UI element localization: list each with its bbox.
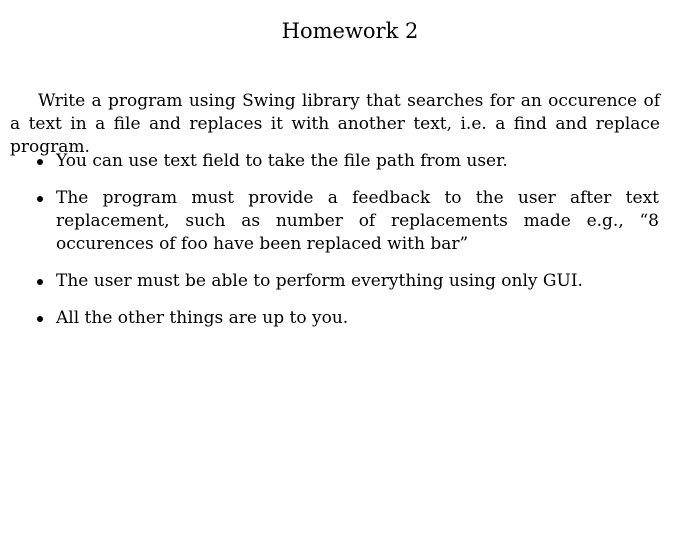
intro-paragraph: Write a program using Swing library that searches for an occurence of a text in a file and replaces it with another text, i.e. a find and replace program. bbox=[10, 91, 660, 157]
list-item-text: The user must be able to perform everything using only GUI. bbox=[56, 271, 583, 291]
requirements-list bbox=[0, 150, 700, 344]
bullet-icon bbox=[37, 159, 43, 165]
bullet-icon bbox=[37, 196, 43, 202]
list-item bbox=[0, 187, 659, 256]
list-item-text: You can use text field to take the file path from user. bbox=[56, 151, 508, 171]
list-item bbox=[0, 307, 659, 330]
list-item-text: All the other things are up to you. bbox=[56, 308, 349, 328]
list-item bbox=[0, 150, 659, 173]
list-item-text: The program must provide a feedback to the user after text replacement, such as number of replacements made e.g., “8 occurences of foo have been replaced with bar” bbox=[56, 188, 659, 254]
list-item bbox=[0, 270, 659, 293]
page-title: Homework 2 bbox=[281, 19, 419, 43]
bullet-icon bbox=[37, 316, 43, 322]
bullet-icon bbox=[37, 279, 43, 285]
